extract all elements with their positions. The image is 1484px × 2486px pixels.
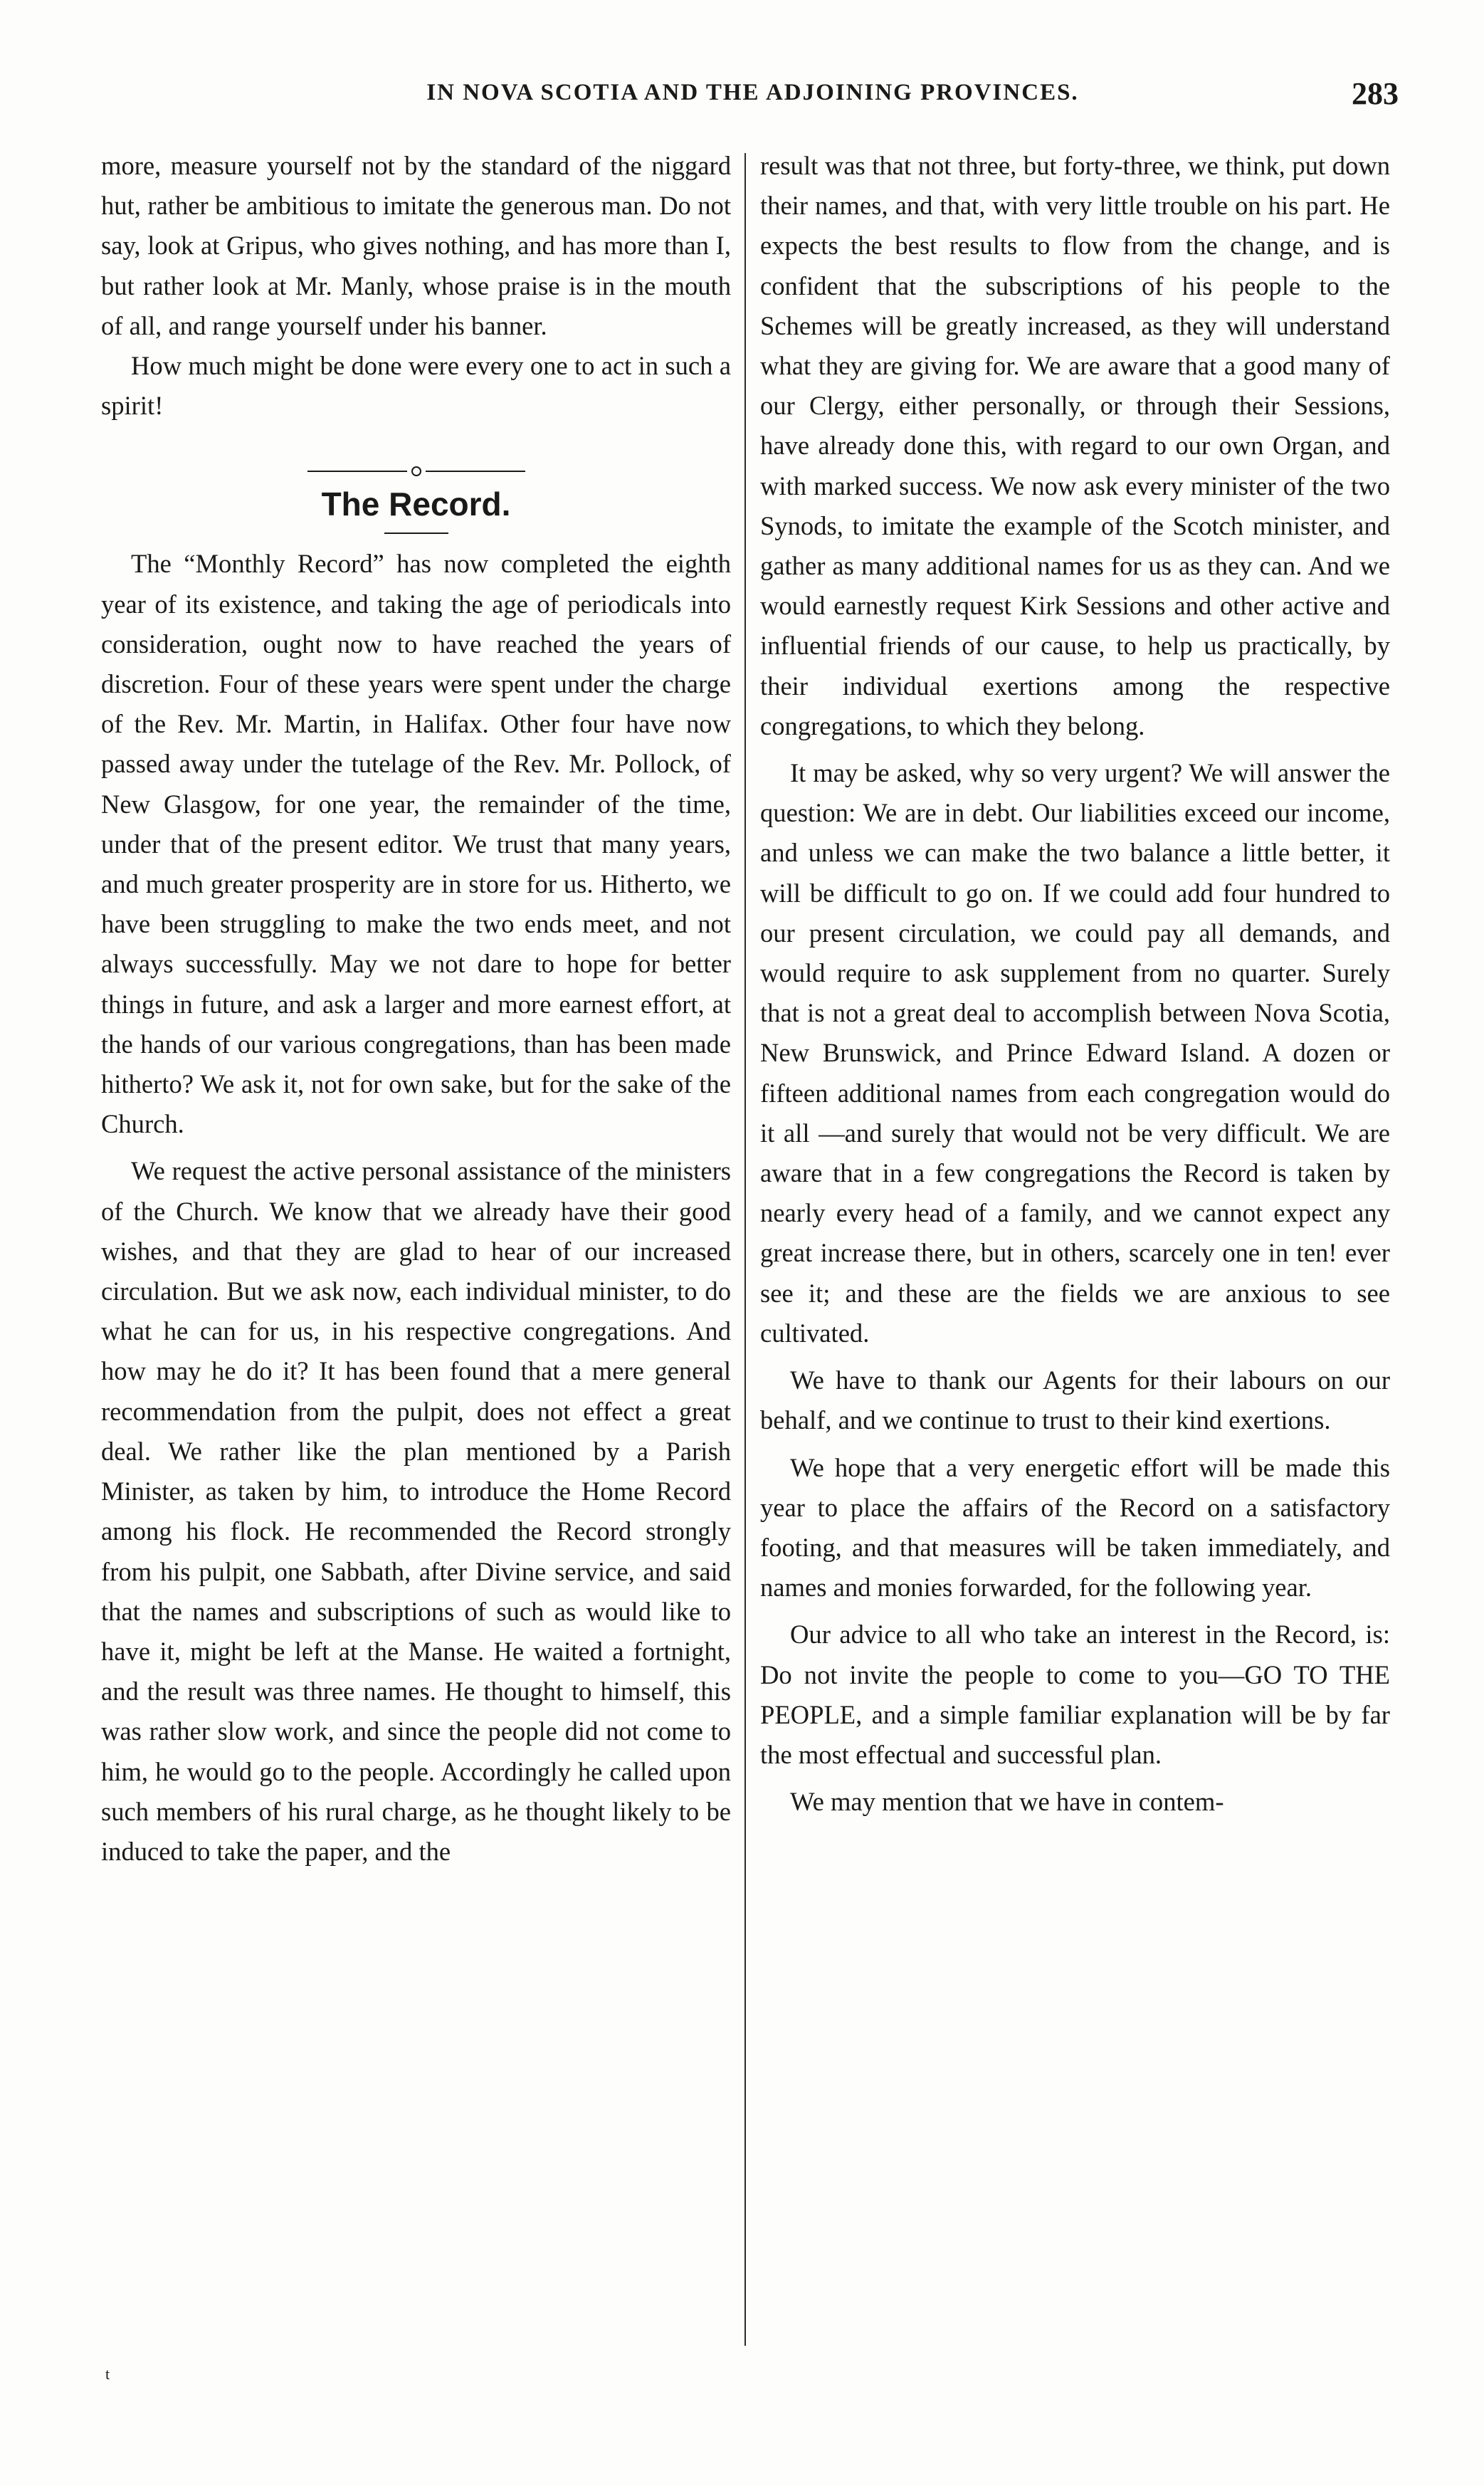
intro-paragraph-2: How much might be done were every one to act in such a spirit! [101, 351, 731, 421]
right-paragraph-6: We may mention that we have in contem- [790, 1787, 1224, 1817]
record-paragraph-1: The “Monthly Record” has now completed the eighth year of its existence, and taking the age of periodicals into consideration, ought now to have reached the years of discretion. Four of these years were spent under the charge of the Rev. Mr. Martin, in Halifax. Other four have now passed away under the tutelage of the Rev. Mr. Pollock, of New Glasgow, for one year, the remainder of the time, under that of the present editor. We trust that many years, and much greater prosperity are in store for us. Hitherto, we have been struggling to make the two ends meet, and not always successfully. May we not dare to hope for better things in future, and ask a larger and more earnest effort, at the hands of our various congregations, than has been made hitherto? We ask it, not for own sake, but for the sake of the Church. [101, 549, 731, 1139]
heading-rule [384, 533, 448, 534]
running-title: IN NOVA SCOTIA AND THE ADJOINING PROVINCES. [426, 80, 1079, 105]
page-number: 283 [1352, 76, 1399, 111]
column-divider [744, 153, 746, 2346]
right-paragraph-2: It may be asked, why so very urgent? We will answer the question: We are in debt. Our liabilities exceed our income, and unless we can make the two balance a little better, it will be difficult to go on. If we could add four hundred to our present circulation, we could pay all demands, and would require to ask supplement from no quarter. Surely that is not a great deal to accomplish between Nova Scotia, New Brunswick, and Prince Edward Island. A dozen or fifteen additional names from each congregation would do it all —and surely that would not be very difficult. We are aware that in a few congregations the Record is taken by nearly every head of a family, and we cannot expect any great increase there, but in others, scarcely one in ten! ever see it; and these are the fields we are anxious to see cultivated. [760, 758, 1390, 1348]
record-paragraph-2: We request the active personal assistance of the ministers of the Church. We know that we already have their good wishes, and that they are glad to hear of our increased circulation. But we ask now, each individual minister, to do what he can for us, in his respective congregations. And how may he do it? It has been found that a mere general recommendation from the pulpit, does not effect a great deal. We rather like the plan mentioned by a Parish Minister, as taken by him, to introduce the Home Record among his flock. He recommended the Record strongly from his pulpit, one Sabbath, after Divine service, and said that the names and subscriptions of such as would like to have it, might be left at the Manse. He waited a fortnight, and the result was three names. He thought to himself, this was rather slow work, and since the people did not come to him, he would go to the people. Accordingly he called upon such members of his rural charge, as he thought likely to be induced to take the paper, and the [101, 1156, 731, 1866]
footer-mark: t [105, 2365, 110, 2383]
section-ornament [101, 449, 731, 463]
intro-paragraph-1: more, measure yourself not by the standard of the niggard hut, rather be ambitious to imitate the generous man. Do not say, look at Gripus, who gives nothing, and has more than I, but rather look at Mr. Manly, whose praise is in the mouth of all, and range yourself under his banner. [101, 151, 731, 340]
ornament-circle-icon [411, 466, 421, 476]
ornament-rule-right [426, 471, 525, 472]
section-heading: The Record. [321, 486, 511, 523]
right-paragraph-5: Our advice to all who take an interest in the Record, is: Do not invite the people to come to you—GO TO THE PEOPLE, and a simple familiar explanation will be by far the most effectual and successful plan. [760, 1620, 1390, 1769]
right-column [760, 146, 1390, 1822]
left-column [101, 146, 731, 1872]
right-paragraph-4: We hope that a very energetic effort will be made this year to place the affairs of the Record on a satisfactory footing, and that measures will be taken immediately, and names and monies forwarded, for the following year. [760, 1452, 1390, 1603]
right-paragraph-3: We have to thank our Agents for their labours on our behalf, and we continue to trust to their kind exertions. [760, 1365, 1390, 1435]
ornament-rule-left [307, 471, 407, 472]
right-paragraph-1: result was that not three, but forty-three, we think, put down their names, and that, with very little trouble on his part. He expects the best results to flow from the change, and is confident that the subscriptions of his people to the Schemes will be greatly increased, as they will understand what they are giving for. We are aware that a good many of our Clergy, either personally, or through their Sessions, have already done this, with regard to our own Organ, and with marked success. We now ask every minister of the two Synods, to imitate the example of the Scotch minister, and gather as many additional names for us as they can. And we would earnestly request Kirk Sessions and other active and influential friends of our cause, to help us practically, by their individual exertions among the respective congregations, to which they belong. [760, 151, 1390, 740]
running-head [107, 76, 1399, 122]
